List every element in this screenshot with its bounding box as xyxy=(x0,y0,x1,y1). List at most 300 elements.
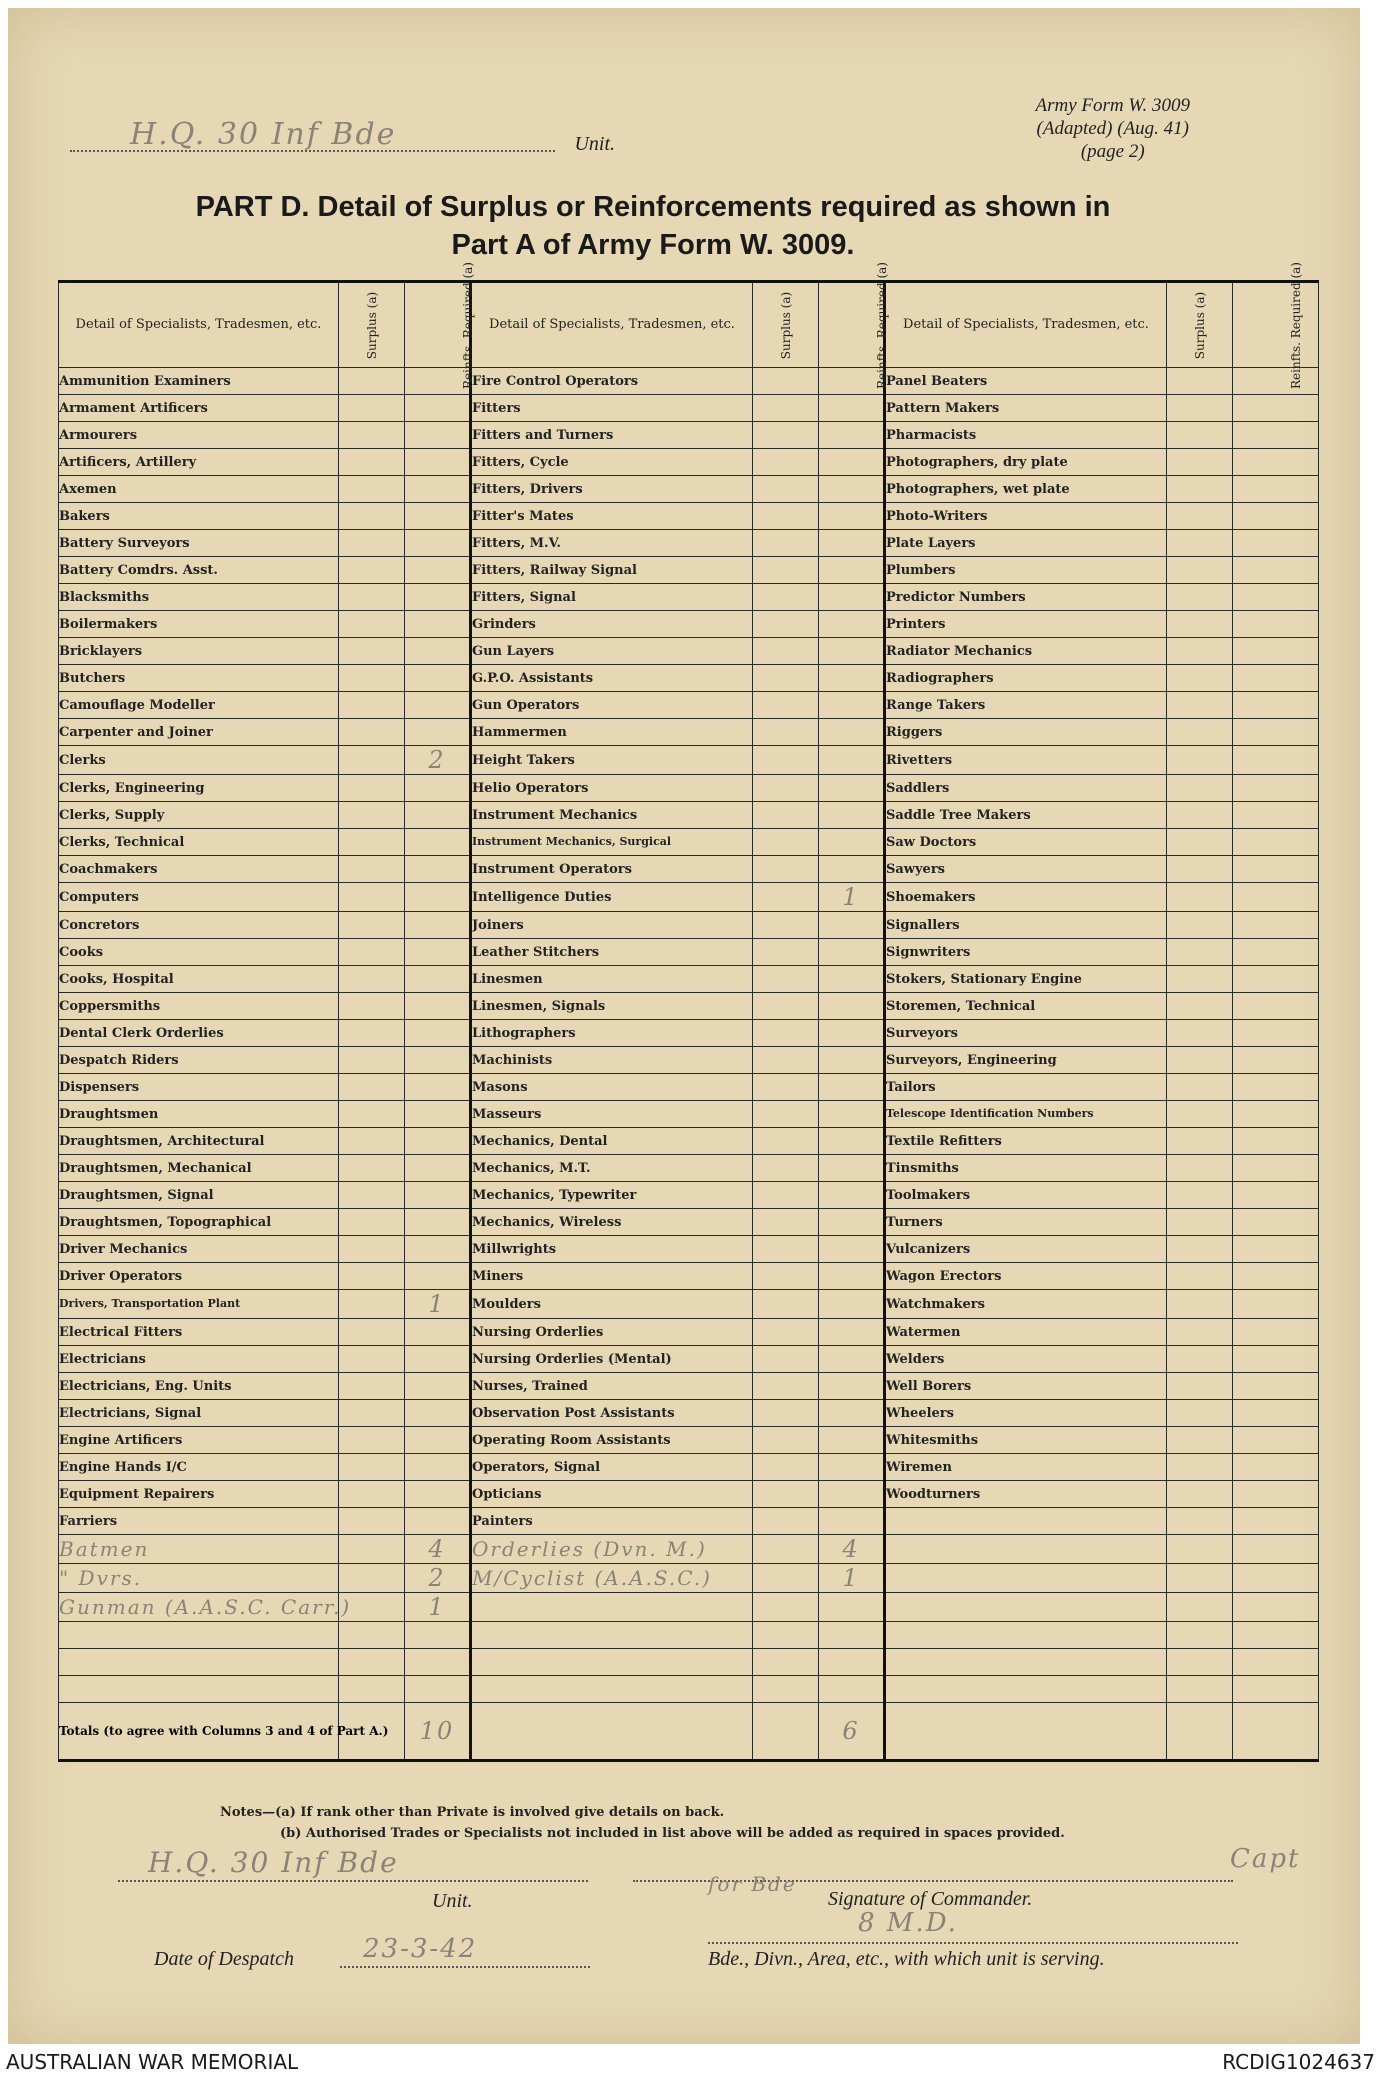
note-a: Notes—(a) If rank other than Private is involved give details on back. xyxy=(220,1805,725,1820)
table-row xyxy=(59,1454,1319,1481)
signature-handwriting: for Bde xyxy=(708,1872,797,1896)
surplus-cell xyxy=(339,692,405,719)
reinfts-cell xyxy=(1233,1481,1319,1508)
surplus-cell xyxy=(339,584,405,611)
specialist-name: Sawyers xyxy=(885,856,1167,883)
reinfts-cell xyxy=(1233,856,1319,883)
surplus-cell xyxy=(339,1101,405,1128)
surplus-cell xyxy=(1167,1155,1233,1182)
specialist-name: Predictor Numbers xyxy=(885,584,1167,611)
surplus-cell xyxy=(753,719,819,746)
reinfts-cell xyxy=(405,1676,471,1703)
specialist-name: Range Takers xyxy=(885,692,1167,719)
specialist-name: Saddlers xyxy=(885,775,1167,802)
reinfts-cell xyxy=(819,611,885,638)
title-line2: Part A of Army Form W. 3009. xyxy=(451,229,855,261)
bde-dotted-line xyxy=(708,1942,1238,1944)
signature-label: Signature of Commander. xyxy=(828,1888,1033,1910)
surplus-cell xyxy=(753,503,819,530)
reinfts-cell xyxy=(1233,368,1319,395)
table-row xyxy=(59,422,1319,449)
table-row xyxy=(59,557,1319,584)
reinfts-cell xyxy=(1233,1263,1319,1290)
specialist-name: Mechanics, M.T. xyxy=(471,1155,753,1182)
surplus-cell xyxy=(339,368,405,395)
specialist-name: Whitesmiths xyxy=(885,1427,1167,1454)
reinfts-cell xyxy=(1233,719,1319,746)
surplus-cell xyxy=(753,829,819,856)
reinfts-cell xyxy=(819,1508,885,1535)
surplus-cell xyxy=(1167,368,1233,395)
reinfts-cell xyxy=(405,1346,471,1373)
specialist-name: Surveyors xyxy=(885,1020,1167,1047)
surplus-cell xyxy=(753,476,819,503)
specialist-name: Radiographers xyxy=(885,665,1167,692)
handwritten-row xyxy=(59,1649,1319,1676)
surplus-cell xyxy=(1167,665,1233,692)
specialist-name: Cooks xyxy=(59,939,339,966)
specialist-name: Clerks, Supply xyxy=(59,802,339,829)
header-surplus: Surplus (a) xyxy=(339,282,405,368)
reinfts-cell xyxy=(405,1319,471,1346)
blank-cell xyxy=(885,1622,1167,1649)
surplus-cell xyxy=(753,395,819,422)
surplus-cell xyxy=(339,638,405,665)
reinfts-cell xyxy=(405,1047,471,1074)
reinfts-cell xyxy=(819,912,885,939)
surplus-cell xyxy=(753,883,819,912)
reinfts-cell xyxy=(819,746,885,775)
specialist-name: Mechanics, Wireless xyxy=(471,1209,753,1236)
reinfts-cell xyxy=(1233,665,1319,692)
surplus-cell xyxy=(753,1155,819,1182)
surplus-cell xyxy=(339,939,405,966)
header-reinfts: Reinfts. Required (a) xyxy=(819,282,885,368)
reinfts-cell xyxy=(405,1622,471,1649)
surplus-cell xyxy=(1167,856,1233,883)
table-row xyxy=(59,1263,1319,1290)
surplus-cell xyxy=(753,1427,819,1454)
surplus-cell xyxy=(753,1508,819,1535)
specialist-name: Signallers xyxy=(885,912,1167,939)
reinfts-cell xyxy=(1233,476,1319,503)
reinfts-cell xyxy=(1233,939,1319,966)
specialist-name: Draughtsmen xyxy=(59,1101,339,1128)
surplus-cell xyxy=(753,1400,819,1427)
reinfts-cell xyxy=(1233,1209,1319,1236)
specialist-name: Driver Mechanics xyxy=(59,1236,339,1263)
reinfts-cell xyxy=(1233,503,1319,530)
blank-cell xyxy=(885,1564,1167,1593)
specialist-name: Electrical Fitters xyxy=(59,1319,339,1346)
table-row xyxy=(59,719,1319,746)
specialist-name: Machinists xyxy=(471,1047,753,1074)
specialist-name: Welders xyxy=(885,1346,1167,1373)
table-row xyxy=(59,1155,1319,1182)
reinfts-cell xyxy=(1233,1400,1319,1427)
specialist-name: Carpenter and Joiner xyxy=(59,719,339,746)
specialist-name: Miners xyxy=(471,1263,753,1290)
table-row xyxy=(59,395,1319,422)
specialist-name: Gun Layers xyxy=(471,638,753,665)
reinfts-cell xyxy=(1233,829,1319,856)
form-ref-line1: Army Form W. 3009 xyxy=(1035,95,1190,116)
specialist-name: Dental Clerk Orderlies xyxy=(59,1020,339,1047)
blank-cell xyxy=(1167,1564,1233,1593)
totals-surplus-3 xyxy=(1167,1703,1233,1761)
reinfts-cell xyxy=(405,1373,471,1400)
surplus-cell xyxy=(1167,557,1233,584)
specialist-name: Rivetters xyxy=(885,746,1167,775)
reinfts-cell xyxy=(405,802,471,829)
specialist-name: Mechanics, Typewriter xyxy=(471,1182,753,1209)
specialist-name: Battery Comdrs. Asst. xyxy=(59,557,339,584)
surplus-cell xyxy=(339,719,405,746)
specialist-name: Grinders xyxy=(471,611,753,638)
totals-row xyxy=(59,1703,1319,1761)
reinfts-cell xyxy=(1233,1101,1319,1128)
caption-right: RCDIG1024637 xyxy=(1222,2050,1375,2074)
reinfts-cell xyxy=(819,829,885,856)
specialist-name: Nurses, Trained xyxy=(471,1373,753,1400)
reinfts-cell xyxy=(405,395,471,422)
specialist-name: Blacksmiths xyxy=(59,584,339,611)
reinfts-cell xyxy=(819,584,885,611)
table-row xyxy=(59,1290,1319,1319)
reinfts-cell xyxy=(819,692,885,719)
reinfts-cell xyxy=(405,422,471,449)
reinfts-cell xyxy=(1233,993,1319,1020)
reinfts-cell xyxy=(819,939,885,966)
reinfts-cell xyxy=(405,966,471,993)
added-trade xyxy=(471,1676,753,1703)
specialist-name: Printers xyxy=(885,611,1167,638)
reinfts-cell xyxy=(405,993,471,1020)
added-trade xyxy=(59,1622,339,1649)
reinfts-cell xyxy=(405,1649,471,1676)
specialist-name: Equipment Repairers xyxy=(59,1481,339,1508)
reinfts-cell xyxy=(1233,395,1319,422)
surplus-cell xyxy=(753,1182,819,1209)
handwritten-row xyxy=(59,1593,1319,1622)
surplus-cell xyxy=(1167,1101,1233,1128)
reinfts-cell xyxy=(1233,1373,1319,1400)
table-row xyxy=(59,1373,1319,1400)
handwritten-row xyxy=(59,1535,1319,1564)
header-surplus: Surplus (a) xyxy=(753,282,819,368)
specialist-name: Mechanics, Dental xyxy=(471,1128,753,1155)
specialist-name: Draughtsmen, Signal xyxy=(59,1182,339,1209)
table-row xyxy=(59,939,1319,966)
reinfts-cell xyxy=(1233,1319,1319,1346)
totals-label: Totals (to agree with Columns 3 and 4 of Part A.) xyxy=(59,1703,339,1761)
specialist-name: Fitters xyxy=(471,395,753,422)
table-row xyxy=(59,665,1319,692)
reinfts-cell xyxy=(1233,449,1319,476)
surplus-cell xyxy=(339,1481,405,1508)
specialist-name: Instrument Operators xyxy=(471,856,753,883)
specialist-name: Operators, Signal xyxy=(471,1454,753,1481)
reinfts-cell xyxy=(1233,1020,1319,1047)
reinfts-cell xyxy=(1233,775,1319,802)
table-row xyxy=(59,1047,1319,1074)
surplus-cell xyxy=(753,1622,819,1649)
specialist-name: Leather Stitchers xyxy=(471,939,753,966)
specialist-name: Pharmacists xyxy=(885,422,1167,449)
reinfts-cell xyxy=(405,1020,471,1047)
surplus-cell xyxy=(1167,584,1233,611)
surplus-cell xyxy=(1167,638,1233,665)
specialist-name: Clerks, Engineering xyxy=(59,775,339,802)
reinfts-cell xyxy=(1233,1074,1319,1101)
reinfts-cell xyxy=(819,476,885,503)
surplus-cell xyxy=(753,966,819,993)
surplus-cell xyxy=(753,449,819,476)
surplus-cell xyxy=(753,1481,819,1508)
form-ref-line2: (Adapted) (Aug. 41) xyxy=(1036,118,1189,139)
surplus-cell xyxy=(339,1676,405,1703)
specialist-name: Helio Operators xyxy=(471,775,753,802)
surplus-cell xyxy=(1167,1209,1233,1236)
surplus-cell xyxy=(339,802,405,829)
specialist-name: Computers xyxy=(59,883,339,912)
table-row xyxy=(59,1182,1319,1209)
reinfts-cell xyxy=(819,1263,885,1290)
surplus-cell xyxy=(339,1427,405,1454)
reinfts-cell xyxy=(819,1481,885,1508)
reinfts-cell xyxy=(405,939,471,966)
specialist-name: Fitter's Mates xyxy=(471,503,753,530)
table-row xyxy=(59,1400,1319,1427)
specialist-name: Electricians xyxy=(59,1346,339,1373)
specialist-name: Textile Refitters xyxy=(885,1128,1167,1155)
surplus-cell xyxy=(339,856,405,883)
specialist-name: Painters xyxy=(471,1508,753,1535)
surplus-cell xyxy=(753,1649,819,1676)
surplus-cell xyxy=(339,1155,405,1182)
surplus-cell xyxy=(753,746,819,775)
specialist-name: Toolmakers xyxy=(885,1182,1167,1209)
reinfts-cell xyxy=(1233,1128,1319,1155)
specialist-name: Telescope Identification Numbers xyxy=(885,1101,1167,1128)
reinfts-cell: 1 xyxy=(405,1593,471,1622)
specialist-name: Wiremen xyxy=(885,1454,1167,1481)
surplus-cell xyxy=(753,665,819,692)
surplus-cell xyxy=(1167,1481,1233,1508)
reinfts-cell xyxy=(405,1155,471,1182)
reinfts-cell xyxy=(1233,1155,1319,1182)
surplus-cell xyxy=(753,1128,819,1155)
surplus-cell xyxy=(339,1209,405,1236)
blank-cell xyxy=(885,1535,1167,1564)
blank-cell xyxy=(885,1676,1167,1703)
specialist-name: Pattern Makers xyxy=(885,395,1167,422)
surplus-cell xyxy=(753,1263,819,1290)
table-row xyxy=(59,1209,1319,1236)
surplus-cell xyxy=(1167,883,1233,912)
surplus-cell xyxy=(339,1535,405,1564)
specialist-name: Electricians, Eng. Units xyxy=(59,1373,339,1400)
table-row xyxy=(59,1128,1319,1155)
surplus-cell xyxy=(339,1047,405,1074)
surplus-cell xyxy=(339,422,405,449)
reinfts-cell xyxy=(405,912,471,939)
specialist-name: Shoemakers xyxy=(885,883,1167,912)
specialist-name: Wagon Erectors xyxy=(885,1263,1167,1290)
blank-cell xyxy=(1233,1535,1319,1564)
table-row xyxy=(59,1101,1319,1128)
reinfts-cell xyxy=(1233,802,1319,829)
specialist-name: Draughtsmen, Topographical xyxy=(59,1209,339,1236)
specialist-name: Watchmakers xyxy=(885,1290,1167,1319)
blank-cell xyxy=(1233,1622,1319,1649)
reinfts-cell xyxy=(405,1128,471,1155)
surplus-cell xyxy=(753,1593,819,1622)
specialist-name: Fitters and Turners xyxy=(471,422,753,449)
specialist-name: Coppersmiths xyxy=(59,993,339,1020)
surplus-cell xyxy=(339,883,405,912)
surplus-cell xyxy=(339,1400,405,1427)
added-trade: Gunman (A.A.S.C. Carr.) xyxy=(59,1593,339,1622)
surplus-cell xyxy=(1167,1508,1233,1535)
surplus-cell xyxy=(753,939,819,966)
surplus-cell xyxy=(339,829,405,856)
header-detail: Detail of Specialists, Tradesmen, etc. xyxy=(471,282,753,368)
specialist-name: Vulcanizers xyxy=(885,1236,1167,1263)
specialist-name: Surveyors, Engineering xyxy=(885,1047,1167,1074)
header-reinfts: Reinfts. Required (a) xyxy=(1233,282,1319,368)
reinfts-cell xyxy=(1233,1508,1319,1535)
specialist-name: Clerks xyxy=(59,746,339,775)
specialists-table xyxy=(58,262,1319,1762)
table-row xyxy=(59,1481,1319,1508)
added-trade: " Dvrs. xyxy=(59,1564,339,1593)
reinfts-cell xyxy=(819,503,885,530)
date-handwriting: 23-3-42 xyxy=(363,1934,478,1964)
reinfts-cell xyxy=(405,1427,471,1454)
table-row xyxy=(59,692,1319,719)
surplus-cell xyxy=(339,1074,405,1101)
table-row xyxy=(59,584,1319,611)
table-row xyxy=(59,912,1319,939)
specialist-name: Tinsmiths xyxy=(885,1155,1167,1182)
specialist-name: Saddle Tree Makers xyxy=(885,802,1167,829)
totals-reinfts-1: 10 xyxy=(405,1703,471,1761)
table-header-row xyxy=(59,282,1319,368)
surplus-cell xyxy=(753,1676,819,1703)
surplus-cell xyxy=(753,1564,819,1593)
specialist-name: Bakers xyxy=(59,503,339,530)
added-trade xyxy=(59,1676,339,1703)
surplus-cell xyxy=(753,1101,819,1128)
reinfts-cell xyxy=(819,719,885,746)
totals-blank xyxy=(885,1703,1167,1761)
reinfts-cell xyxy=(405,883,471,912)
reinfts-cell xyxy=(819,1182,885,1209)
reinfts-cell xyxy=(1233,1047,1319,1074)
surplus-cell xyxy=(1167,912,1233,939)
specialist-name: Photographers, wet plate xyxy=(885,476,1167,503)
surplus-cell xyxy=(339,1649,405,1676)
form-title xyxy=(128,188,1178,264)
blank-cell xyxy=(1167,1676,1233,1703)
reinfts-cell xyxy=(1233,1290,1319,1319)
totals-surplus-2 xyxy=(753,1703,819,1761)
specialist-name: Despatch Riders xyxy=(59,1047,339,1074)
reinfts-cell xyxy=(819,1209,885,1236)
header-detail: Detail of Specialists, Tradesmen, etc. xyxy=(59,282,339,368)
table-row xyxy=(59,1508,1319,1535)
reinfts-cell xyxy=(405,1236,471,1263)
reinfts-cell xyxy=(405,611,471,638)
surplus-cell xyxy=(339,1128,405,1155)
surplus-cell xyxy=(753,993,819,1020)
specialist-name: Instrument Mechanics xyxy=(471,802,753,829)
added-trade xyxy=(471,1593,753,1622)
surplus-cell xyxy=(1167,1454,1233,1481)
specialist-name: Drivers, Transportation Plant xyxy=(59,1290,339,1319)
surplus-cell xyxy=(339,966,405,993)
reinfts-cell xyxy=(819,530,885,557)
specialist-name: Intelligence Duties xyxy=(471,883,753,912)
surplus-cell xyxy=(1167,746,1233,775)
reinfts-cell xyxy=(819,993,885,1020)
reinfts-cell xyxy=(819,1593,885,1622)
specialist-name: Joiners xyxy=(471,912,753,939)
specialist-name: Turners xyxy=(885,1209,1167,1236)
surplus-cell xyxy=(1167,966,1233,993)
surplus-cell xyxy=(339,1319,405,1346)
totals-reinfts-3 xyxy=(1233,1703,1319,1761)
reinfts-cell: 2 xyxy=(405,746,471,775)
table-row xyxy=(59,530,1319,557)
specialist-name: Hammermen xyxy=(471,719,753,746)
surplus-cell xyxy=(1167,1236,1233,1263)
specialist-name: Well Borers xyxy=(885,1373,1167,1400)
reinfts-cell xyxy=(1233,966,1319,993)
surplus-cell xyxy=(1167,1263,1233,1290)
table-row xyxy=(59,746,1319,775)
surplus-cell xyxy=(1167,939,1233,966)
specialist-name: Tailors xyxy=(885,1074,1167,1101)
surplus-cell xyxy=(339,746,405,775)
surplus-cell xyxy=(1167,503,1233,530)
reinfts-cell xyxy=(819,1373,885,1400)
surplus-cell xyxy=(339,449,405,476)
rank-handwriting: Capt xyxy=(1230,1844,1301,1874)
reinfts-cell xyxy=(819,1236,885,1263)
reinfts-cell xyxy=(1233,1236,1319,1263)
surplus-cell xyxy=(339,395,405,422)
reinfts-cell xyxy=(819,1346,885,1373)
table-row xyxy=(59,449,1319,476)
reinfts-cell xyxy=(819,1649,885,1676)
specialist-name: Clerks, Technical xyxy=(59,829,339,856)
surplus-cell xyxy=(339,476,405,503)
reinfts-cell xyxy=(405,1400,471,1427)
specialist-name: Saw Doctors xyxy=(885,829,1167,856)
table-row xyxy=(59,1020,1319,1047)
surplus-cell xyxy=(339,611,405,638)
reinfts-cell xyxy=(819,395,885,422)
reinfts-cell xyxy=(405,1209,471,1236)
reinfts-cell xyxy=(819,1427,885,1454)
surplus-cell xyxy=(753,1373,819,1400)
form-reference xyxy=(1036,94,1190,163)
surplus-cell xyxy=(753,1290,819,1319)
table-row xyxy=(59,1074,1319,1101)
table-row xyxy=(59,1319,1319,1346)
